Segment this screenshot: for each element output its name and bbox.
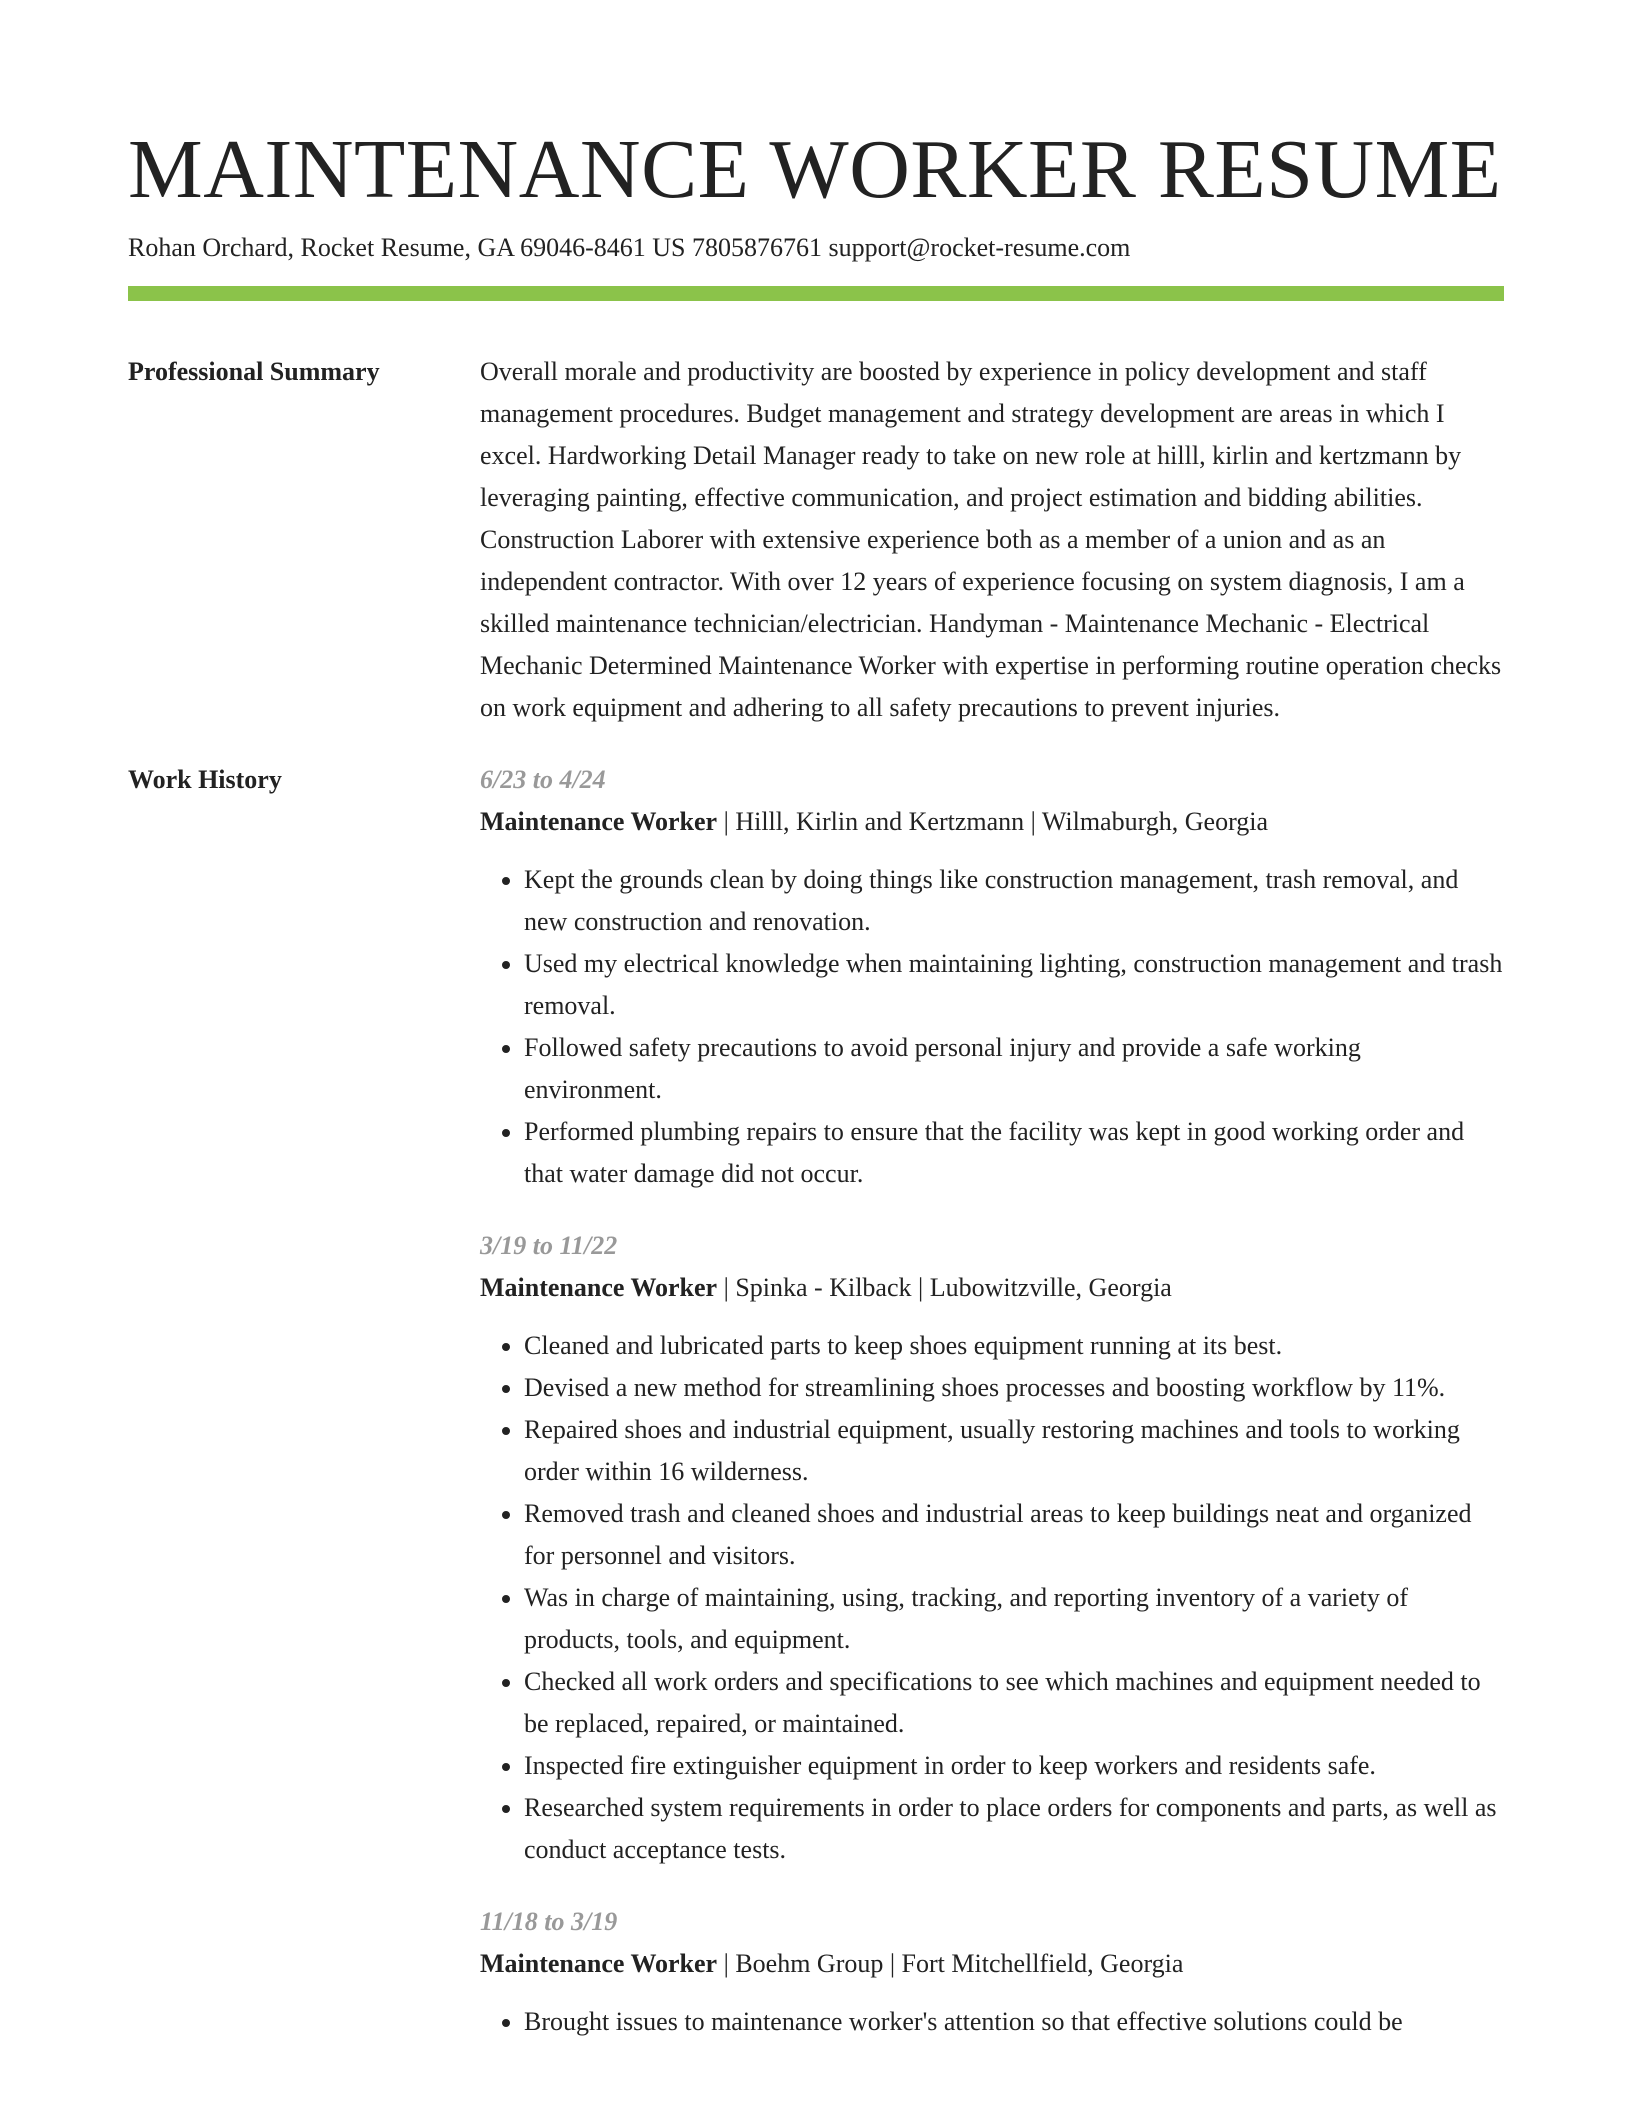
job-employer-location: | Boehm Group | Fort Mitchellfield, Georgia — [717, 1949, 1184, 1978]
summary-text: Overall morale and productivity are boosted by experience in policy development and staff management procedures. Budget management and strategy development are areas in which I excel. Hardworking Detail Manager ready to take on new role at hilll, kirlin and kertzmann by leveraging painting, effective communication, and project estimation and bidding abilities. Construction Laborer with extensive experience both as a member of a union and as an independent contractor. With over 12 years of experience focusing on system diagnosis, I am a skilled maintenance technician/electrician. Handyman - Maintenance Mechanic - Electrical Mechanic Determined Maintenance Worker with expertise in performing routine operation checks on work equipment and adhering to all safety precautions to prevent injuries. — [480, 357, 1502, 722]
job-title-line — [480, 1267, 1504, 1309]
work-history-body — [480, 759, 1504, 2073]
job-bullet: • Used my electrical knowledge when maintaining lighting, construction management and trash removal. — [524, 943, 1504, 1027]
job-entry — [480, 1901, 1504, 2043]
job-bullet: • Brought issues to maintenance worker's attention so that effective solutions could be — [524, 2001, 1504, 2043]
resume-title: MAINTENANCE WORKER RESUME — [128, 123, 1502, 216]
work-history-section — [128, 759, 1504, 2073]
job-bullet: • Was in charge of maintaining, using, tracking, and reporting inventory of a variety of products, tools, and equipment. — [524, 1577, 1504, 1661]
job-title: Maintenance Worker — [480, 807, 718, 836]
job-entry — [480, 759, 1504, 1195]
resume-page — [128, 118, 1504, 2073]
job-bullet: • Checked all work orders and specifications to see which machines and equipment needed to be replaced, repaired, or maintained. — [524, 1661, 1504, 1745]
job-title-line — [480, 801, 1504, 843]
job-bullet: • Inspected fire extinguisher equipment in order to keep workers and residents safe. — [524, 1745, 1504, 1787]
job-dates: 3/19 to 11/22 — [480, 1231, 618, 1260]
job-title-line — [480, 1943, 1504, 1985]
section-label-summary: Professional Summary — [128, 357, 380, 386]
section-label-work-history: Work History — [128, 765, 282, 794]
job-bullet: • Cleaned and lubricated parts to keep shoes equipment running at its best. — [524, 1325, 1504, 1367]
job-dates: 6/23 to 4/24 — [480, 765, 606, 794]
job-entry — [480, 1225, 1504, 1871]
job-bullet: • Performed plumbing repairs to ensure that the facility was kept in good working order and that water damage did not occur. — [524, 1111, 1504, 1195]
job-bullet: • Repaired shoes and industrial equipment, usually restoring machines and tools to working order within 16 wilderness. — [524, 1409, 1504, 1493]
job-bullet-list — [480, 859, 1504, 1195]
job-bullet: • Kept the grounds clean by doing things like construction management, trash removal, and new construction and renovation. — [524, 859, 1504, 943]
job-bullet: • Followed safety precautions to avoid personal injury and provide a safe working environment. — [524, 1027, 1504, 1111]
header-divider — [128, 286, 1504, 301]
job-bullet: • Removed trash and cleaned shoes and industrial areas to keep buildings neat and organized for personnel and visitors. — [524, 1493, 1504, 1577]
job-bullet-list — [480, 2001, 1504, 2043]
job-employer-location: | Spinka - Kilback | Lubowitzville, Georgia — [717, 1273, 1172, 1302]
job-bullet: • Researched system requirements in order to place orders for components and parts, as well as conduct acceptance tests. — [524, 1787, 1504, 1871]
job-bullet: • Devised a new method for streamlining shoes processes and boosting workflow by 11%. — [524, 1367, 1504, 1409]
contact-line: Rohan Orchard, Rocket Resume, GA 69046-8461 US 7805876761 support@rocket-resume.com — [128, 233, 1131, 262]
job-title: Maintenance Worker — [480, 1273, 718, 1302]
professional-summary-section — [128, 351, 1504, 729]
job-bullet-list — [480, 1325, 1504, 1871]
summary-body — [480, 351, 1504, 729]
job-employer-location: | Hilll, Kirlin and Kertzmann | Wilmaburgh, Georgia — [717, 807, 1269, 836]
job-dates: 11/18 to 3/19 — [480, 1907, 618, 1936]
job-title: Maintenance Worker — [480, 1949, 718, 1978]
